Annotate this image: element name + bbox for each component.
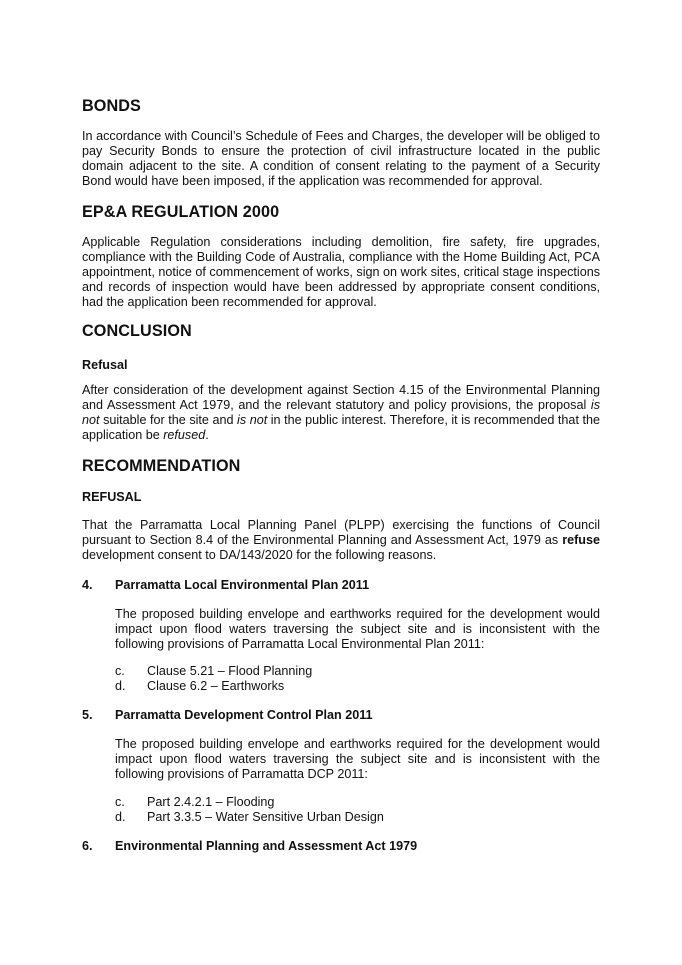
subitem-text: Part 2.4.2.1 – Flooding [147, 795, 275, 809]
conclusion-emphasis-2: is not [237, 413, 268, 427]
section-heading-conclusion: CONCLUSION [82, 322, 192, 340]
section-heading-regulation: EP&A REGULATION 2000 [82, 203, 280, 221]
conclusion-text-3: in the public interest. Therefore, it is recommended that the application be [82, 413, 600, 442]
subitem-text: Clause 5.21 – Flood Planning [147, 664, 313, 678]
regulation-paragraph: Applicable Regulation considerations including demolition, fire safety, fire upgrades, compliance with the Building Code of Australia, compliance with the Home Building Act, PCA appointment, notice of commencement of works, sign on work sites, critical stage inspections and records of inspection would have been addressed by appropriate consent conditions, had the application been recommended for approval. [82, 235, 600, 309]
reason-number: 4. [82, 578, 93, 592]
subitem-letter: d. [115, 679, 126, 693]
subitem-letter: c. [115, 664, 125, 678]
bonds-paragraph: In accordance with Council’s Schedule of Fees and Charges, the developer will be obliged to pay Security Bonds to ensure the protection of civil infrastructure located in the public domain adjacent to the site. A condition of consent relating to the payment of a Security Bond would have been imposed, if the application was recommended for approval. [82, 129, 600, 188]
conclusion-text-2: suitable for the site and [99, 413, 238, 427]
reason-title: Parramatta Development Control Plan 2011 [115, 708, 373, 722]
conclusion-subheading: Refusal [82, 358, 128, 372]
conclusion-text-1: After consideration of the development against Section 4.15 of the Environmental Planning and Assessment Act 1979, and the relevant statutory and policy provisions, the proposal [82, 383, 600, 412]
recommendation-subheading: REFUSAL [82, 490, 142, 504]
conclusion-emphasis-3: refused [163, 428, 206, 442]
subitem-letter: c. [115, 795, 125, 809]
reason-body: The proposed building envelope and earthworks required for the development would impact upon flood waters traversing the subject site and is inconsistent with the following provisions of Parramatta Local Environmental Plan 2011: [115, 607, 600, 651]
subitem-text: Clause 6.2 – Earthworks [147, 679, 285, 693]
reason-title: Environmental Planning and Assessment Act 1979 [115, 839, 418, 853]
recommendation-paragraph [82, 518, 600, 563]
conclusion-emphasis-1: is not [82, 398, 600, 427]
section-heading-recommendation: RECOMMENDATION [82, 457, 241, 475]
reason-number: 6. [82, 839, 93, 853]
recommendation-text-2: development consent to DA/143/2020 for the following reasons. [82, 548, 437, 562]
conclusion-text-4: . [205, 428, 209, 442]
section-heading-bonds: BONDS [82, 97, 141, 115]
subitem-letter: d. [115, 810, 126, 824]
recommendation-text-1: That the Parramatta Local Planning Panel (PLPP) exercising the functions of Council pursuant to Section 8.4 of the Environmental Planning and Assessment Act, 1979 as [82, 518, 600, 547]
reason-body: The proposed building envelope and earthworks required for the development would impact upon flood waters traversing the subject site and is inconsistent with the following provisions of Parramatta DCP 2011: [115, 737, 600, 781]
subitem-text: Part 3.3.5 – Water Sensitive Urban Design [147, 810, 384, 824]
reason-title: Parramatta Local Environmental Plan 2011 [115, 578, 370, 592]
conclusion-paragraph [82, 383, 600, 443]
recommendation-emphasis: refuse [562, 533, 600, 547]
reason-number: 5. [82, 708, 93, 722]
